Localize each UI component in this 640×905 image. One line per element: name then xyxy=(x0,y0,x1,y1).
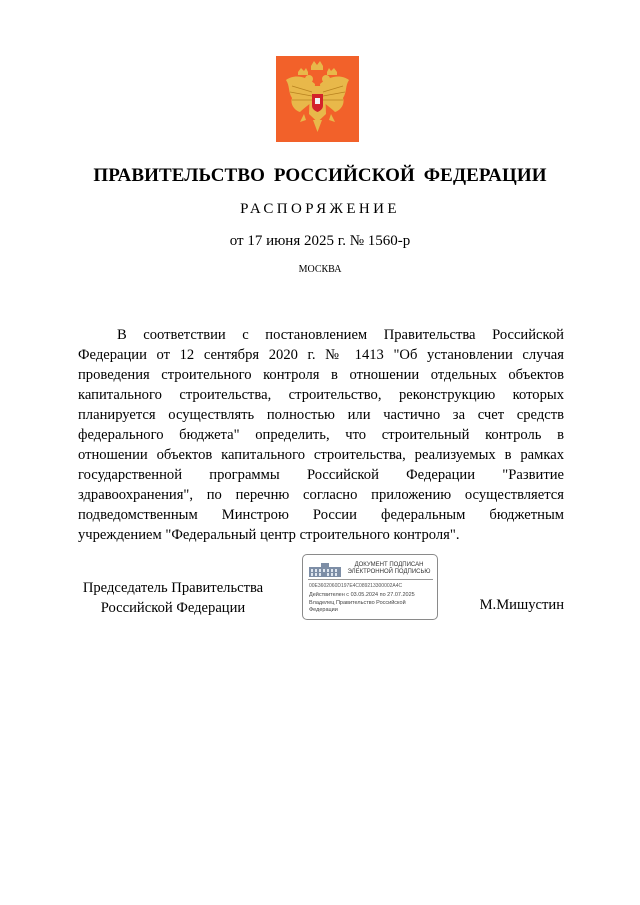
certificate-owner: Владелец Правительство Российской Федерации xyxy=(309,600,406,613)
electronic-signature-stamp xyxy=(302,554,438,620)
signer-title-line1: Председатель Правительства xyxy=(82,580,264,596)
signer-title xyxy=(78,578,268,618)
government-title: ПРАВИТЕЛЬСТВО РОССИЙСКОЙ ФЕДЕРАЦИИ xyxy=(93,165,547,186)
stamp-divider xyxy=(308,579,433,580)
stamp-heading-line2: ЭЛЕКТРОННОЙ ПОДПИСЬЮ xyxy=(347,569,431,575)
signer-title-line2: Российской Федерации xyxy=(100,600,246,616)
coat-of-arms-emblem xyxy=(276,56,359,142)
russian-coat-of-arms-icon xyxy=(276,56,359,142)
stamp-heading xyxy=(343,562,435,576)
stamp-heading-line1: ДОКУМЕНТ ПОДПИСАН xyxy=(354,562,424,568)
document-date-number: от 17 июня 2025 г. № 1560-р xyxy=(229,233,411,249)
order-paragraph: В соответствии с постановлением Правительства Российской Федерации от 12 сентября 2020 г. № 1413 "Об установлении случая проведения строительного контроля в отношении отдельных объектов капитального строительства, строительство, реконструкцию которых планируется осуществлять полностью или частично за счет средств федерального бюджета" определить, что строительный контроль в отношении объектов капитального строительства, реализуемых в рамках государственной программы Российской Федерации "Развитие здравоохранения", по перечню согласно приложению осуществляется подведомственным Минстрою России федеральным бюджетным учреждением "Федеральный центр строительного контроля". xyxy=(78,327,564,543)
certificate-validity: Действителен с 03.05.2024 по 27.07.2025 xyxy=(309,592,415,598)
signer-name: М.Мишустин xyxy=(479,597,564,613)
document-city: МОСКВА xyxy=(298,264,342,275)
building-icon xyxy=(308,562,342,578)
certificate-serial: 00E3602060D197E4C089213300002A4C xyxy=(309,583,403,589)
document-type: РАСПОРЯЖЕНИЕ xyxy=(240,201,400,217)
